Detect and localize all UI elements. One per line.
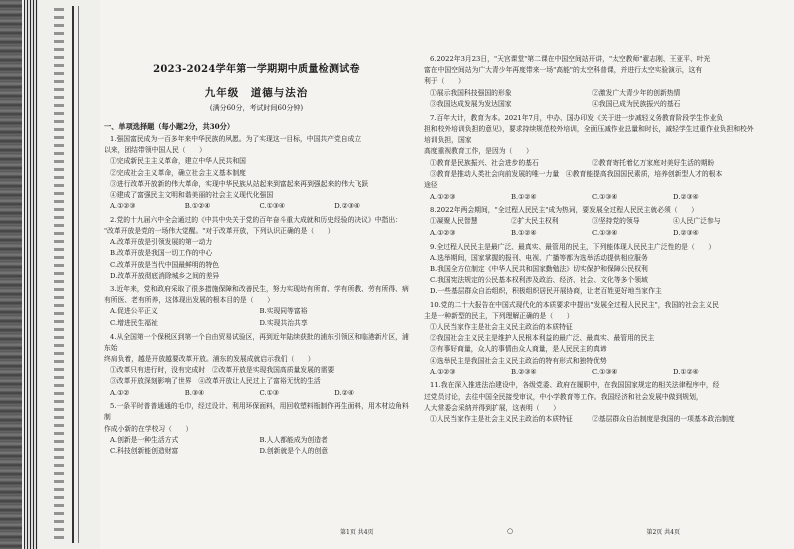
option-item: D.②④ <box>334 388 354 397</box>
option-item: D.实现共治共享 <box>259 319 308 328</box>
option-item: C.增进民生福祉 <box>110 319 158 328</box>
option-item: ②激发广大青少年的创新热情 <box>592 88 681 97</box>
option-row <box>104 388 409 400</box>
option-item: ②基层群众自治制度是我国的一项基本政治制度 <box>592 415 735 424</box>
question-stem: 11.我在深入推进法治建设中，各级党委、政府在履职中，在我国国家规定的相关法律程序中，经 <box>430 381 720 390</box>
question-stem: 4.从全国第一个保税区到第一个自由贸易试验区，再到近年陆续获批的浦东引领区和临港新片区，浦东始 <box>104 332 409 352</box>
question-text: 利于（ ） <box>424 77 465 86</box>
option-item: C.①③ <box>259 388 279 397</box>
option-item: ①凝聚人民智慧 <box>430 217 478 226</box>
question-text: "改革开放是党的一场伟大觉醒。"对于改革开放，下列认识正确的是（ ） <box>104 227 335 236</box>
option-item: B.①②④ <box>511 192 537 201</box>
option-item: A.①②③ <box>430 192 456 201</box>
option-item: ①人民当家作主是社会主义民主政治的本质特征 <box>430 415 573 424</box>
option-item: B.①②④ <box>184 202 211 211</box>
question-text: 主是一种新型的民主，下列理解正确的是（ ） <box>424 311 574 320</box>
option-line: C.我国宪法规定的公民基本权利涉及政治、经济、社会、文化等多个领域 <box>430 276 648 285</box>
option-line: ③进行改革开放新的伟大革命，实现中华民族从站起来到富起来再到强起来的伟大飞跃 <box>110 179 369 188</box>
right-question-list <box>424 54 754 426</box>
binding-line-secondary <box>78 6 79 543</box>
option-line: A.改革开放是引领发展的第一动力 <box>110 238 213 247</box>
option-item: ④我国已成为民族振兴的基石 <box>592 100 681 109</box>
option-item: ②教育寄托着亿万家庭对美好生活的期盼 <box>592 158 715 167</box>
option-item: C.①③④ <box>592 229 618 237</box>
question-text: 高度重视教育工作，是因为（ ） <box>424 147 533 156</box>
option-line: ④建成了富强民主文明和谐美丽的社会主义现代化强国 <box>110 191 274 200</box>
exam-note: (满分60分，考试时间60分钟) <box>209 104 304 112</box>
scan-binding-strip <box>0 0 100 549</box>
question-stem: 5.一条平时普普通通的毛巾，经过设计、利用环保面料，用回收塑料瓶制作再生面料，用木材边角料制 <box>104 402 409 422</box>
option-item: D.创新就是个人的创意 <box>259 447 329 456</box>
option-row <box>104 435 409 447</box>
question-text: 有所医、老有所养，这体现出发展的根本目的是（ ） <box>104 296 274 305</box>
page-number-right: 第2页 共4页 <box>646 529 680 536</box>
question-stem: 8.2022年两会期间，"全过程人民民主"成为热词，要发展全过程人民民主就必须（ ） <box>430 206 698 215</box>
question-stem: 10.党的二十大报告在中国式现代化的本质要求中提出"发展全过程人民民主"，我国的社会主义民 <box>430 300 719 309</box>
question-text: 过党员讨论，去往中国全民接受审议，中小学教育等工作。我国经济和社会发展中做到规划， <box>424 392 703 401</box>
option-item: ③我国达成发展为发达国家 <box>430 100 512 109</box>
option-item: D.②③④ <box>673 229 699 237</box>
seal-dotted-line <box>54 8 64 543</box>
option-line: ③改革开放深刻影响了世界 ④改革开放让人民过上了富裕无忧的生活 <box>110 377 321 386</box>
option-row <box>424 414 754 426</box>
option-line: ②完成社会主义革命，确立社会主义基本制度 <box>110 168 246 177</box>
option-line: ③有事好商量，众人的事情由众人商量，是人民民主的真谛 <box>430 345 607 354</box>
option-row <box>104 318 409 330</box>
option-item: ③坚持党的领导 <box>592 217 640 226</box>
question-stem: 1.强国富民成为一百多年来中华民族的夙愿。为了实现这一目标，中国共产党自成立 <box>110 135 362 143</box>
question-text: 作成小新的在学校习（ ） <box>104 424 193 433</box>
option-row <box>424 99 754 111</box>
option-item: A.促进公平正义 <box>110 307 158 316</box>
barcode-band <box>24 0 38 549</box>
right-column <box>424 0 754 549</box>
question-text: 人大常委会采纳并得到扩展，这表明（ ） <box>424 403 560 412</box>
question-text: 终肩负着，越是开放越要改革开放。浦东的发展成就启示我们（ ） <box>104 355 315 364</box>
option-row <box>424 88 754 100</box>
option-line: D.改革开放彻底消除城乡之间的差异 <box>110 271 220 280</box>
option-line: ④选举民主是我国社会主义民主政治的特有形式和独特优势 <box>430 356 607 365</box>
question-stem: 6.2022年3月23日，"天宫课堂"第二课在中国空间站开讲，"太空教师"翟志刚、王亚平、叶光 <box>430 55 711 63</box>
option-row <box>424 158 754 170</box>
option-item: B.③④ <box>184 388 205 397</box>
left-column <box>104 0 409 549</box>
option-item: A.①②③ <box>430 229 456 237</box>
option-item: C.①③④ <box>259 202 285 211</box>
option-item: ④人民广泛参与 <box>673 217 721 226</box>
option-line: B.改革开放是我国一切工作的中心 <box>110 249 213 258</box>
option-item: B.①②④ <box>511 229 537 237</box>
section-heading: 一、单项选择题（每小题2分，共30分） <box>104 122 235 131</box>
center-mark: ○ <box>506 527 514 535</box>
option-line: ①改革只有进行时，没有完成时 ②改革开放是实现我国高质量发展的需要 <box>110 366 335 375</box>
option-line: ②我国社会主义民主是维护人民根本利益的最广泛、最真实、最管用的民主 <box>430 334 655 343</box>
option-item: B.实现同等富裕 <box>259 307 308 316</box>
option-row <box>104 446 409 458</box>
question-stem: 9.全过程人民民主是最广泛、最真实、最管用的民主，下列能体现人民民主广泛性的是（ ） <box>430 242 716 251</box>
left-question-list <box>104 134 409 458</box>
option-item: B.②③④ <box>511 367 537 376</box>
question-text: 以来，团结带领中国人民（ ） <box>104 146 206 155</box>
option-item: ②扩大民主权利 <box>511 217 559 226</box>
option-line: ①完成新民主主义革命，建立中华人民共和国 <box>110 157 246 166</box>
binding-line <box>72 6 74 543</box>
option-row <box>104 201 409 213</box>
question-text: 途径 <box>424 181 438 190</box>
option-item: ①教育是民族振兴、社会进步的基石 <box>430 158 539 167</box>
page-footer <box>340 527 680 536</box>
option-line: C.改革开放是当代中国最鲜明的特色 <box>110 260 220 269</box>
option-row <box>104 306 409 318</box>
question-stem: 7.百年大计，教育为本。2021年7月，中办、国办印发《关于进一步减轻义务教育阶段学生作业负 <box>430 113 724 122</box>
option-line: A.选举期间，国家掌握的报刊、电视、广播等都为选举活动提供相应服务 <box>430 253 648 262</box>
question-text: 担和校外培训负担的意见》，要求持续规范校外培训，全面压减作业总量和时长，减轻学生过重作业负担和校外培训负担，国家 <box>424 125 754 145</box>
option-item: ①展示我国科技强国的形象 <box>430 88 512 97</box>
option-item: A.①②③ <box>110 202 136 211</box>
question-text: 富在中国空间站为广大青少年再度带来一场"高能"的太空科普课，并进行太空实验演示，这有 <box>424 66 703 75</box>
option-item: D.②③④ <box>334 202 360 211</box>
option-row <box>424 367 754 379</box>
option-item: B.人人都能成为创造者 <box>259 435 328 444</box>
page-number-left: 第1页 共4页 <box>340 529 374 536</box>
option-row <box>424 228 754 240</box>
scan-edge-shadow <box>0 0 22 549</box>
option-line: D.一些基层群众自治组织，积极组织居民开展协商，让老百姓更好地当家作主 <box>430 287 662 296</box>
question-stem: 2.党的十九届六中全会通过的《中共中央关于党的百年奋斗重大成就和历史经验的决议》中指出： <box>110 215 402 224</box>
option-item: C.①③④ <box>592 192 618 201</box>
question-stem: 3.近年来，党和政府采取了很多措施保障和改善民生，努力实现幼有所育、学有所教、劳有所得、病 <box>110 285 409 294</box>
option-row <box>424 192 754 204</box>
option-line: ①人民当家作主是社会主义民主政治的本质特征 <box>430 323 573 332</box>
option-line: B.我国全方位制定《中华人民共和国家勤勉法》切实保护和保障公民权利 <box>430 265 648 273</box>
option-item: D.①②④ <box>673 367 699 376</box>
option-item: C.①③④ <box>592 367 618 376</box>
option-item: C.科技创新能创造财富 <box>110 447 179 456</box>
exam-subtitle: 九年级 道德与法治 <box>204 87 309 99</box>
exam-title: 2023-2024学年第一学期期中质量检测试卷 <box>153 64 360 75</box>
option-item: A.创新是一种生活方式 <box>110 435 179 444</box>
option-item: A.①② <box>110 388 130 397</box>
option-row <box>424 216 754 228</box>
option-item: A.①②③ <box>430 367 456 376</box>
option-line: ③教育是推动人类社会向前发展的唯一力量 ④教育能提高我国国民素质，培养创新型人才的根本 <box>430 170 723 179</box>
option-item: D.②③④ <box>673 192 699 201</box>
